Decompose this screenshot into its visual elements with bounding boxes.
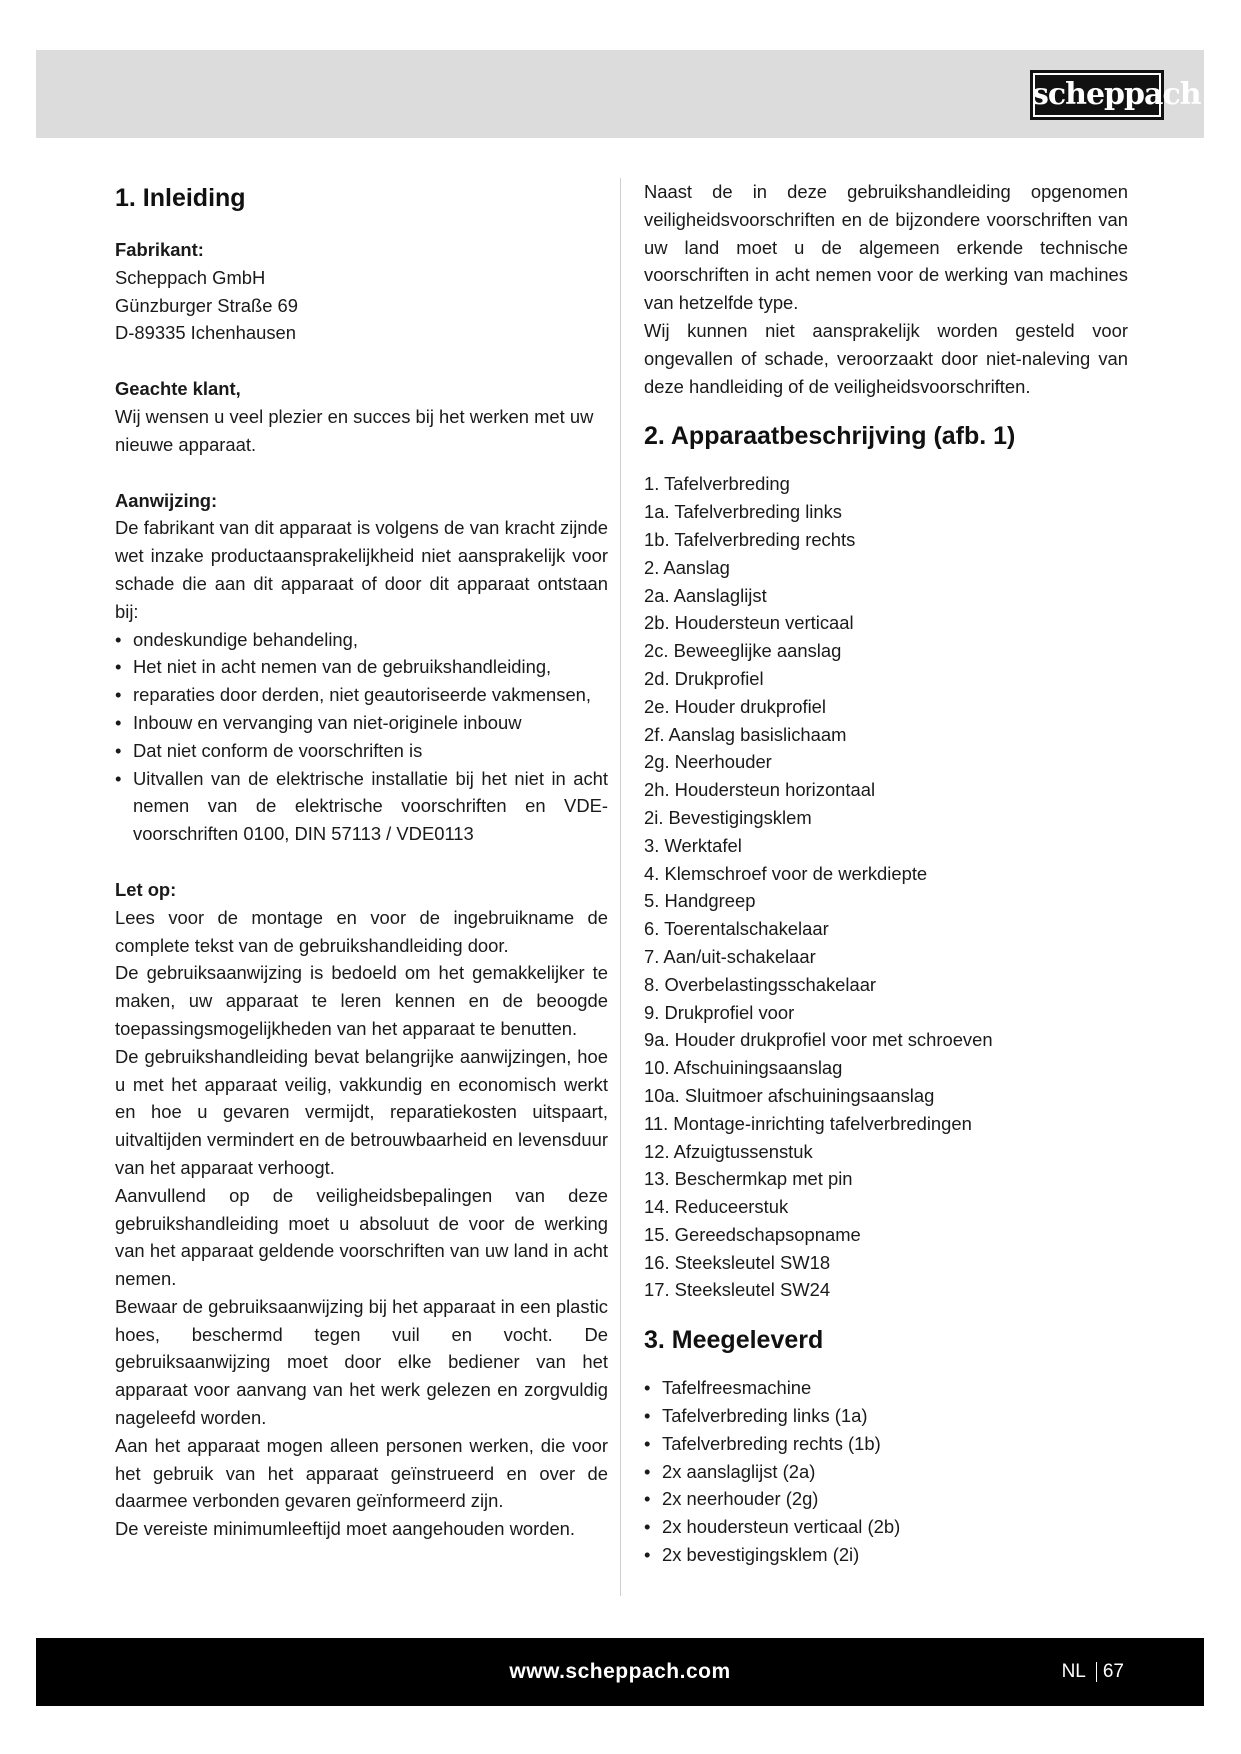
list-item: 14. Reduceerstuk [644,1196,789,1218]
list-item: 13. Beschermkap met pin [644,1168,853,1190]
list-item: 8. Overbelastingsschakelaar [644,973,877,995]
page-separator [1096,1662,1097,1682]
list-item: 9a. Houder drukprofiel voor met schroeven [644,1029,993,1051]
page-indicator [1062,1638,1124,1706]
list-item: 2. Aanslag [644,556,730,578]
list-item: 4. Klemschroef voor de werkdiepte [644,862,928,884]
list-item: • 2x neerhouder (2g) [644,1485,1128,1513]
list-item: • Inbouw en vervanging van niet-originele inbouw [115,709,608,737]
attention-paragraph: Lees voor de montage en voor de ingebruikname de complete tekst van de gebruikshandleiding door. [115,906,608,956]
customer-label: Geachte klant, [115,378,241,400]
list-item: • ondeskundige behandeling, [115,626,608,654]
list-item: 10. Afschuiningsaanslag [644,1057,843,1079]
list-item: 7. Aan/uit-schakelaar [644,945,816,967]
manufacturer-line: Scheppach GmbH [115,266,266,288]
list-item: 2h. Houdersteun horizontaal [644,779,876,801]
right-column [644,178,1128,1569]
list-item: • 2x aanslaglijst (2a) [644,1458,1128,1486]
attention-paragraph: Aanvullend op de veiligheidsbepalingen van deze gebruikshandleiding moet u absoluut de voor de werking van het apparaat geldende voorschriften van uw land in acht nemen. [115,1184,608,1290]
list-item: • Uitvallen van de elektrische installatie bij het niet in acht nemen van de elektrische voorschriften en VDE-voorschriften 0100, DIN 57113 / VDE0113 [115,765,608,848]
list-item: 1b. Tafelverbreding rechts [644,528,856,550]
section-heading-inleiding: 1. Inleiding [115,184,246,212]
list-item: 2a. Aanslaglijst [644,584,767,606]
list-item: 2b. Houdersteun verticaal [644,612,854,634]
notice-label: Aanwijzing: [115,489,218,511]
list-item: 15. Gereedschapsopname [644,1223,861,1245]
list-item: • 2x houdersteun verticaal (2b) [644,1513,1128,1541]
attention-paragraph: De gebruiksaanwijzing is bedoeld om het gemakkelijker te maken, uw apparaat te leren kennen en de beoogde toepassingsmogelijkheden van het apparaat te benutten. [115,962,608,1039]
attention-label: Let op: [115,878,177,900]
list-item: 2f. Aanslag basislichaam [644,723,847,745]
list-item: 11. Montage-inrichting tafelverbredingen [644,1112,972,1134]
list-item: 9. Drukprofiel voor [644,1001,795,1023]
column-divider [620,178,621,1596]
website-url: www.scheppach.com [509,1660,731,1683]
manufacturer-label: Fabrikant: [115,239,204,260]
list-item: • Het niet in acht nemen van de gebruikshandleiding, [115,653,608,681]
manufacturer-line: D-89335 Ichenhausen [115,322,296,344]
attention-paragraph: Bewaar de gebruiksaanwijzing bij het apparaat in een plastic hoes, beschermd tegen vuil en vocht. De gebruiksaanwijzing moet door elke bediener van het apparaat voor aanvang van het werk gelezen en zorgvuldig nageleefd worden. [115,1295,608,1429]
attention-paragraph: De vereiste minimumleeftijd moet aangehouden worden. [115,1518,576,1540]
delivery-list [644,1374,1128,1569]
list-item: 2c. Beweeglijke aanslag [644,640,842,662]
list-item: 2e. Houder drukprofiel [644,695,826,717]
page-number: 67 [1102,1661,1124,1682]
left-column [115,178,608,1543]
intro-paragraph: Wij kunnen niet aansprakelijk worden gesteld voor ongevallen of schade, veroorzaakt door niet-naleving van deze handleiding of de veiligheidsvoorschriften. [644,319,1128,397]
scheppach-logo: scheppach [1030,70,1164,120]
list-item: 12. Afzuigtussenstuk [644,1140,813,1162]
list-item: • Tafelverbreding rechts (1b) [644,1430,1128,1458]
language-code: NL [1061,1661,1086,1682]
attention-paragraph: De gebruikshandleiding bevat belangrijke aanwijzingen, hoe u met het apparaat veilig, vakkundig en economisch werkt en hoe u gevaren vermijdt, reparatiekosten uitspaart, uitvaltijden vermindert en de betrouwbaarheid en levensduur van het apparaat verhoogt. [115,1045,608,1178]
list-item: • Tafelverbreding links (1a) [644,1402,1128,1430]
list-item: • 2x bevestigingsklem (2i) [644,1541,1128,1569]
notice-text: De fabrikant van dit apparaat is volgens de van kracht zijnde wet inzake productaansprakelijkheid niet aansprakelijk voor schade die aan dit apparaat of door dit apparaat ontstaan bij: [115,517,608,622]
list-item: 5. Handgreep [644,890,756,912]
list-item: 2g. Neerhouder [644,751,772,773]
intro-paragraph: Naast de in deze gebruikshandleiding opgenomen veiligheidsvoorschriften en de bijzondere voorschriften van uw land moet u de algemeen erkende technische voorschriften in acht nemen voor de werking van machines van hetzelfde type. [644,181,1128,314]
list-item: 17. Steeksleutel SW24 [644,1279,831,1301]
list-item: 1a. Tafelverbreding links [644,501,842,523]
list-item: 2i. Bevestigingsklem [644,806,812,828]
list-item: • Dat niet conform de voorschriften is [115,737,608,765]
list-item: 10a. Sluitmoer afschuiningsaanslag [644,1084,935,1106]
list-item: 2d. Drukprofiel [644,667,764,689]
section-heading-apparaatbeschrijving: 2. Apparaatbeschrijving (afb. 1) [644,422,1016,451]
manufacturer-line: Günzburger Straße 69 [115,294,298,316]
footer-band [36,1638,1204,1706]
header-band [36,50,1204,138]
list-item: 6. Toerentalschakelaar [644,918,829,940]
list-item: 16. Steeksleutel SW18 [644,1251,831,1273]
list-item: • reparaties door derden, niet geautoriseerde vakmensen, [115,681,608,709]
attention-paragraph: Aan het apparaat mogen alleen personen werken, die voor het gebruik van het apparaat geïnstrueerd en over de daarmee verbonden gevaren geïnformeerd zijn. [115,1434,608,1512]
list-item: • Tafelfreesmachine [644,1374,1128,1402]
notice-list [115,626,608,848]
customer-text: Wij wensen u veel plezier en succes bij het werken met uw nieuwe apparaat. [115,405,594,455]
parts-list [644,470,1128,1304]
section-heading-meegeleverd: 3. Meegeleverd [644,1326,824,1355]
list-item: 1. Tafelverbreding [644,473,790,495]
list-item: 3. Werktafel [644,834,742,856]
